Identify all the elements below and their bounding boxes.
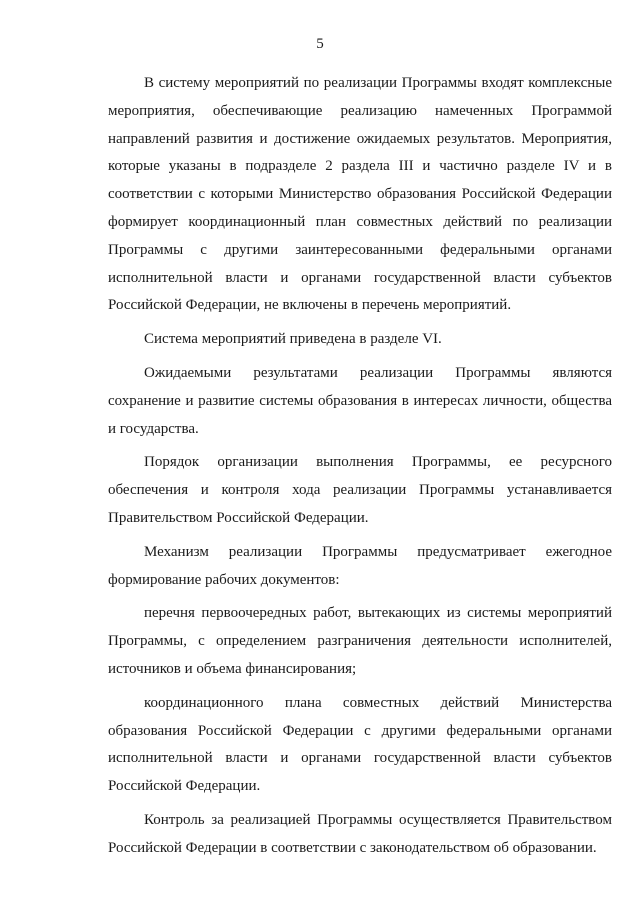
paragraph-implementation-mechanism: Механизм реализации Программы предусматривает ежегодное формирование рабочих документов: <box>108 543 612 588</box>
paragraph-priority-works-list: перечня первоочередных работ, вытекающих из системы мероприятий Программы, с определением разграничения деятельности исполнителей, источников и объема финансирования; <box>108 605 612 677</box>
paragraph-control: Контроль за реализацией Программы осуществляется Правительством Российской Федерации в соответствии с законодательством об образовании. <box>108 811 612 856</box>
page-number: 5 <box>316 36 324 52</box>
paragraph-expected-results: Ожидаемыми результатами реализации Программы являются сохранение и развитие системы образования в интересах личности, общества и государства. <box>108 364 612 437</box>
paragraph-measures-section: Система мероприятий приведена в разделе VI. <box>144 331 442 348</box>
paragraph-implementation-order: Порядок организации выполнения Программы, ее ресурсного обеспечения и контроля хода реализации Программы устанавливается Правительством Российской Федерации. <box>108 454 612 526</box>
paragraph-system-of-measures: В систему мероприятий по реализации Программы входят комплексные мероприятия, обеспечивающие реализацию намеченных Программой направлений развития и достижение ожидаемых результатов. Мероприятия, которые указаны в подразделе 2 раздела III и частично разделе IV и в соответствии с которыми Министерство образования Российской Федерации формирует координационный план совместных действий по реализации Программы с другими заинтересованными федеральными органами исполнительной власти и органами государственной власти субъектов Российской Федерации, не включены в перечень мероприятий. <box>108 75 612 314</box>
paragraph-coordination-plan: координационного плана совместных действий Министерства образования Российской Федерации с другими федеральными органами исполнительной власти и органами государственной власти субъектов Российской Федерации. <box>108 694 612 795</box>
document-body <box>108 70 612 863</box>
